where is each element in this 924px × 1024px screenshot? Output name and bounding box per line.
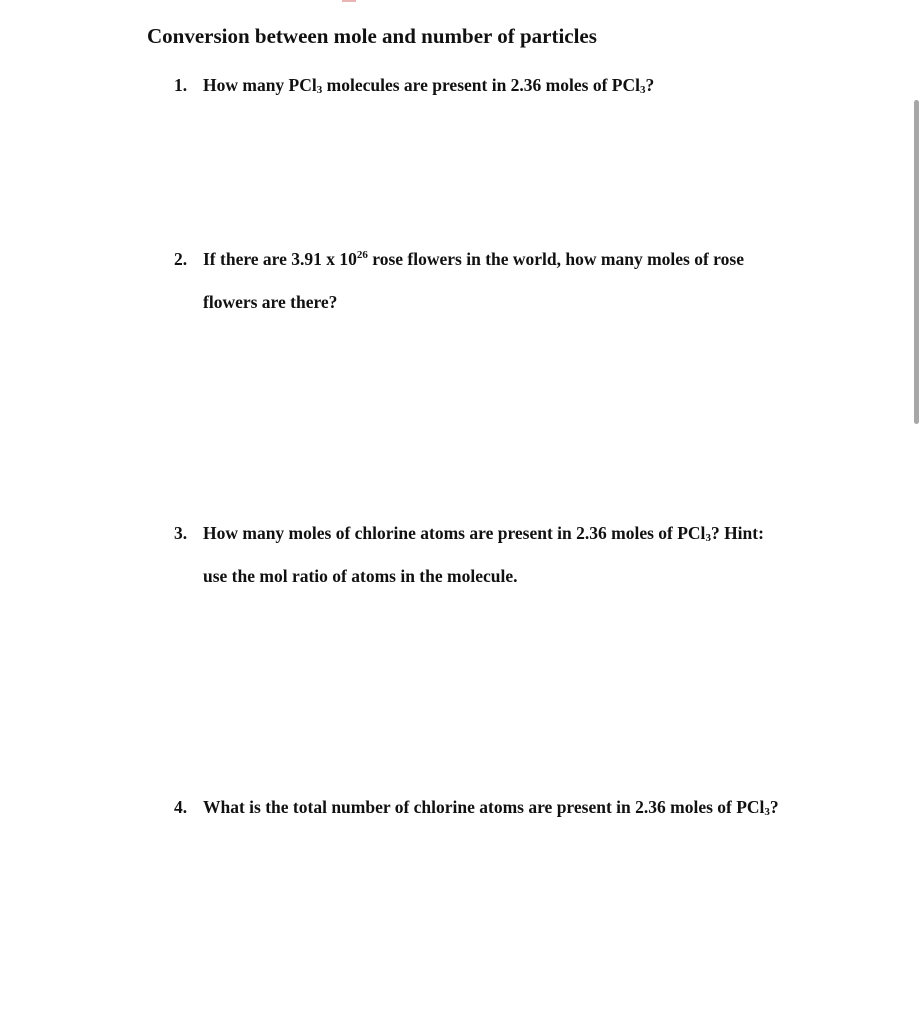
question-text: ? — [645, 75, 655, 95]
question-text: How many PCl — [203, 75, 317, 95]
question-number: 3. — [174, 523, 188, 543]
question-1-line — [174, 74, 654, 117]
question-text: ? — [769, 797, 779, 817]
question-2-line-1 — [174, 248, 744, 291]
question-4 — [174, 796, 779, 839]
vertical-scrollbar[interactable] — [914, 100, 919, 424]
question-4-line — [174, 796, 779, 839]
top-edge-mark — [342, 0, 356, 2]
subscript: 3 — [639, 84, 646, 96]
question-2 — [174, 248, 744, 334]
question-text: How many moles of chlorine atoms are present in 2.36 moles of PCl — [203, 523, 706, 543]
question-3-line-1 — [174, 522, 764, 565]
question-text: rose flowers in the world, how many moles of rose — [367, 249, 744, 269]
superscript: 26 — [356, 249, 368, 261]
page-title: Conversion between mole and number of particles — [147, 24, 597, 48]
question-text: What is the total number of chlorine atoms are present in 2.36 moles of PCl — [203, 797, 765, 817]
question-2-line-2: flowers are there? — [203, 292, 338, 312]
question-3-line-2: use the mol ratio of atoms in the molecule. — [203, 566, 518, 586]
question-text: molecules are present in 2.36 moles of PCl — [322, 75, 640, 95]
question-text: ? Hint: — [710, 523, 764, 543]
question-number: 1. — [174, 75, 188, 95]
subscript: 3 — [316, 84, 323, 96]
subscript: 3 — [705, 532, 711, 544]
question-3 — [174, 522, 764, 608]
question-number: 4. — [174, 797, 188, 817]
subscript: 3 — [764, 806, 770, 818]
question-text: If there are 3.91 x 10 — [203, 249, 357, 269]
question-1 — [174, 74, 654, 117]
question-number: 2. — [174, 249, 188, 269]
